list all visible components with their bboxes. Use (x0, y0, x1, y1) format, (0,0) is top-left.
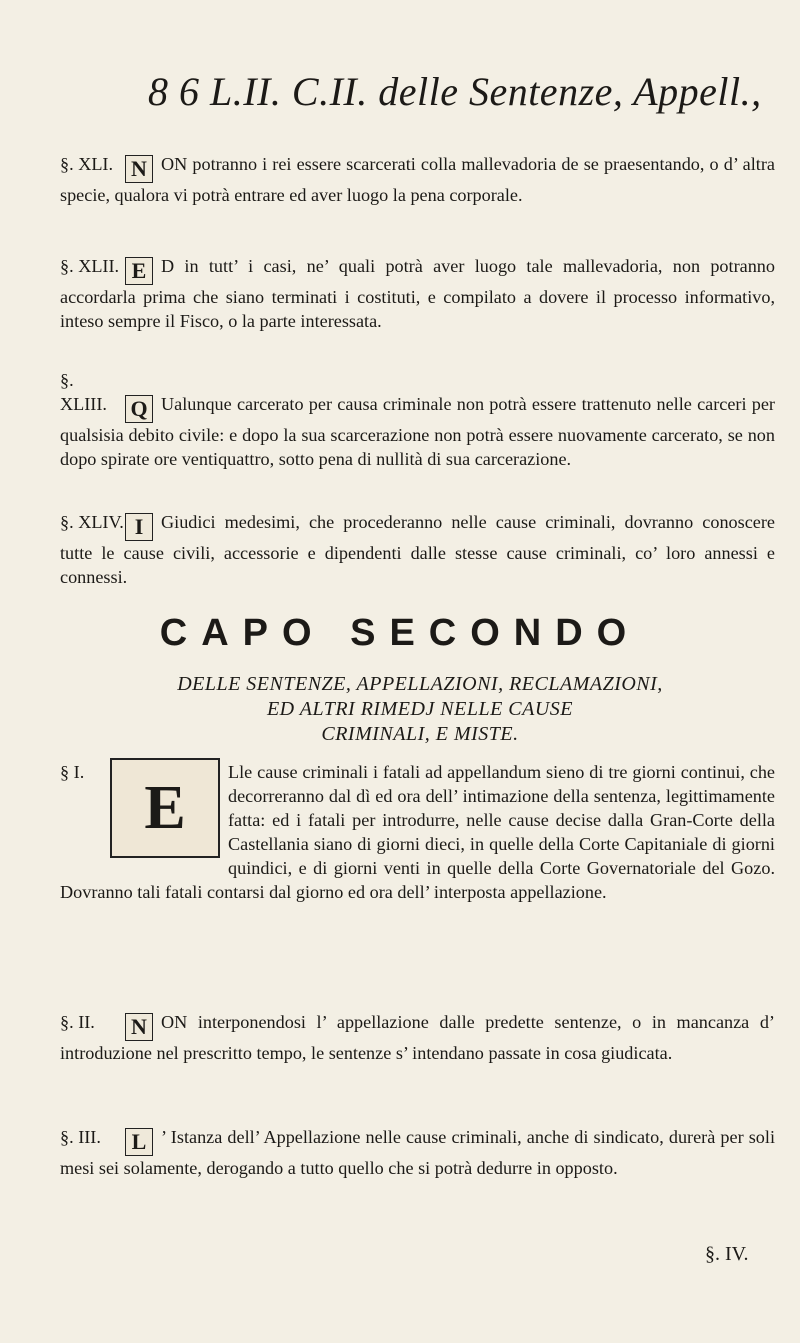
section-ii (60, 1010, 775, 1065)
drop-initial: N (125, 1013, 153, 1041)
chapter-title: CAPO SECONDO (159, 612, 641, 654)
chapter-subtitle-line2: ED ALTRI RIMEDJ NELLE CAUSE (266, 698, 574, 720)
section-text: ’ Istanza dell’ Appellazione nelle cause criminali, anche di sindicato, durerà per soli mesi sei solamente, derogando a tutto quello che si potrà dedurre in opposto. (60, 1127, 775, 1178)
drop-initial: Q (125, 395, 153, 423)
section-number: §. XLI. (60, 154, 114, 174)
section-xliv (60, 510, 775, 589)
section-text: Lle cause criminali i fatali ad appellandum sieno di tre giorni continui, che decorreranno dal dì ed ora dell’ intimazione della sentenza, legittimamente fatta: ed i fatali per introdurre, nelle cause decise dalla Gran-Corte della Castellania siano di giorni dieci, in quelle della Corte Capitaniale di giorni quindici, e di giorni venti in quelle della Corte Governatoriale del Gozo. Dovranno tali fatali contarsi dal giorno ed ora dell’ interposta appellazione. (60, 762, 775, 902)
section-text: Giudici medesimi, che procederanno nelle cause criminali, dovranno conoscere tutte le cause civili, accessorie e dipendenti dalle stesse cause criminali, co’ loro annessi e connessi. (60, 512, 775, 587)
section-xli (60, 152, 775, 207)
section-number: §. XLIV. (60, 512, 124, 532)
catchword: §. IV. (705, 1243, 749, 1265)
section-xlii (60, 254, 775, 333)
section-i (60, 760, 775, 904)
page-header: 8 6 L.II. C.II. delle Sentenze, Appell., (148, 69, 762, 114)
section-number: §. XLIII. (60, 370, 107, 414)
initial-spacer (60, 760, 228, 878)
drop-initial: N (125, 155, 153, 183)
section-number: §. III. (60, 1127, 101, 1147)
drop-initial: E (125, 257, 153, 285)
section-text: D in tutt’ i casi, ne’ quali potrà aver luogo tale mallevadoria, non potranno accordarla prima che siano terminati i costituti, e compilato a dovere il processo informativo, inteso sempre il Fisco, o la parte interessata. (60, 256, 775, 331)
decorated-initial-letter: E (144, 773, 186, 842)
section-number: §. XLII. (60, 256, 120, 276)
drop-initial: L (125, 1128, 153, 1156)
section-number: §. II. (60, 1012, 95, 1032)
section-text: ON potranno i rei essere scarcerati colla mallevadoria de se praesentando, o d’ altra specie, qualora vi potrà entrare ed aver luogo la pena corporale. (60, 154, 775, 205)
chapter-subtitle-line3: CRIMINALI, E MISTE. (321, 723, 519, 745)
drop-initial: I (125, 513, 153, 541)
section-iii (60, 1125, 775, 1180)
chapter-subtitle-line1: DELLE SENTENZE, APPELLAZIONI, RECLAMAZIONI, (177, 673, 663, 695)
section-xliii (60, 368, 775, 471)
section-i-number: § I. (60, 762, 85, 782)
section-text: ON interponendosi l’ appellazione dalle predette sentenze, o in mancanza d’ introduzione nel prescritto tempo, le sentenze s’ intendano passate in cosa giudicata. (60, 1012, 775, 1063)
section-text: Ualunque carcerato per causa criminale non potrà essere trattenuto nelle carceri per qualsisia debito civile: e dopo la sua scarcerazione non potrà essere nuovamente carcerato, se non dopo spirate ore ventiquattro, sotto pena di nullità di sua carcerazione. (60, 394, 775, 469)
